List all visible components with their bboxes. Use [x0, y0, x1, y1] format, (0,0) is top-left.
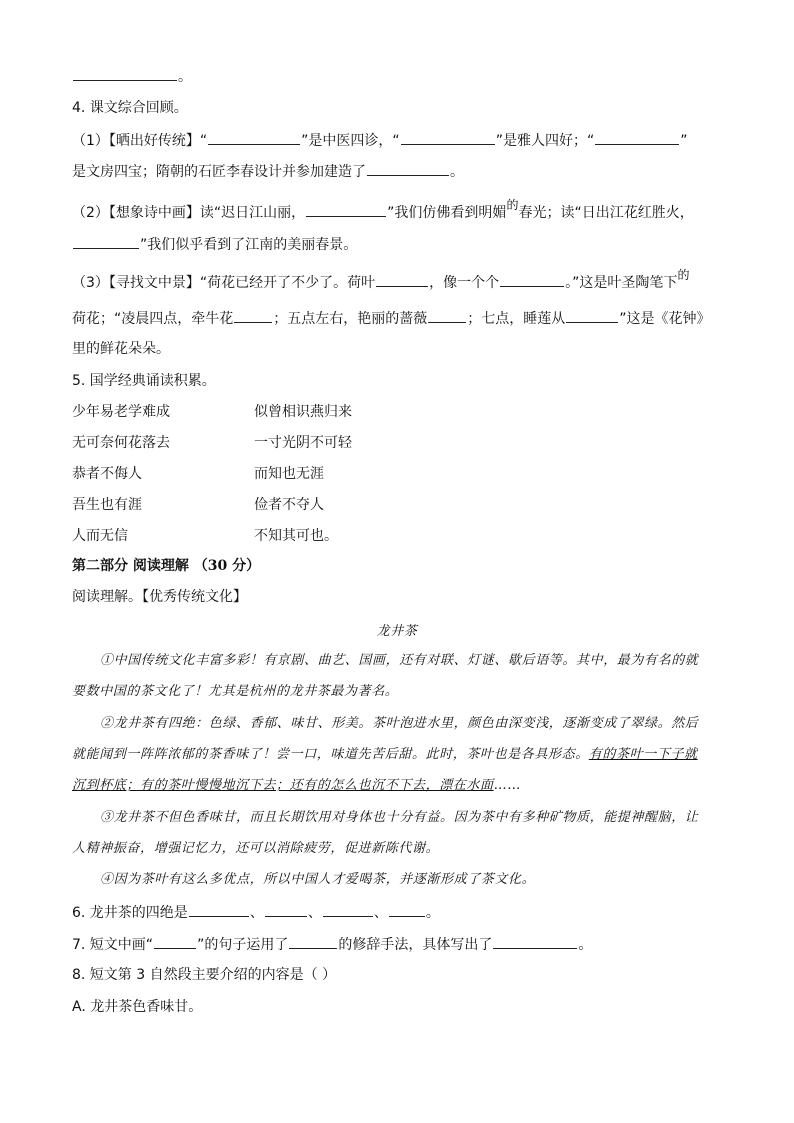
answer-blank[interactable] [389, 902, 425, 917]
passage-p2-line2: 就能闻到一阵阵浓郁的茶香味了！尝一口，味道先苦后甜。此时，茶叶也是各具形态。有的茶叶一下子就 [72, 747, 698, 762]
q6-line: 6. 龙井茶的四绝是 、 、 、 。 [72, 902, 440, 923]
answer-blank[interactable] [234, 308, 272, 323]
q5-title: 5. 国学经典诵读积累。 [72, 373, 216, 389]
q4-part2-line1: （2）【想象诗中画】读“迟日江山丽， ”我们仿佛看到明媚的春光；读“日出江花红胜火， [72, 198, 694, 221]
q8-option-a[interactable]: A. 龙井茶色香味甘。 [72, 999, 203, 1015]
q4-part3-line1: （3）【寻找文中景】“荷花已经开了不少了。荷叶 ，像一个个 。”这是叶圣陶笔下的 [72, 268, 690, 291]
q5-row [72, 495, 324, 515]
q4-part1-line2: 是文房四宝；隋朝的石匠李春设计并参加建造了 。 [72, 161, 464, 182]
q5-left-item[interactable]: 人而无信 [72, 528, 128, 544]
answer-blank[interactable] [73, 66, 177, 81]
part2-intro: 阅读理解。【优秀传统文化】 [72, 589, 247, 605]
passage-p1-line2: 要数中国的茶文化了！尤其是杭州的龙井茶最为著名。 [72, 684, 399, 699]
q5-row [72, 402, 352, 422]
answer-blank[interactable] [306, 202, 386, 217]
answer-blank[interactable] [73, 234, 139, 249]
answer-blank[interactable] [376, 272, 428, 287]
q5-right-item[interactable]: 不知其可也。 [254, 528, 338, 544]
answer-blank[interactable] [428, 308, 466, 323]
answer-blank[interactable] [500, 272, 564, 287]
q5-right-item[interactable]: 一寸光阴不可轻 [254, 435, 352, 451]
q5-right-item[interactable]: 似曾相识燕归来 [254, 404, 352, 420]
q7-line: 7. 短文中画“ ”的句子运用了 的修辞手法，具体写出了 。 [72, 934, 592, 955]
passage-p2-line1: ②龙井茶有四绝：色绿、香郁、味甘、形美。茶叶泡进水里，颜色由深变浅，逐渐变成了翠绿。然后 [100, 716, 699, 731]
q5-row [72, 526, 338, 546]
q5-row [72, 464, 324, 484]
q5-left-item[interactable]: 恭者不侮人 [72, 466, 142, 482]
passage-p3-line1: ③龙井茶不但色香味甘，而且长期饮用对身体也十分有益。因为茶中有多种矿物质，能提神醒脑，让 [100, 810, 699, 825]
answer-blank[interactable] [289, 934, 337, 949]
q5-left-item[interactable]: 吾生也有涯 [72, 497, 142, 513]
q5-right-item[interactable]: 而知也无涯 [254, 466, 324, 482]
answer-blank[interactable] [493, 934, 577, 949]
continuation-line: 。 [72, 66, 192, 87]
q4-part1-line1: （1）【晒出好传统】“ ”是中医四诊，“ ”是雅人四好；“ ” [72, 130, 687, 151]
q4-title: 4. 课文综合回顾。 [72, 100, 188, 116]
underlined-sentence: 沉到杯底；有的茶叶慢慢地沉下去；还有的怎么也沉不下去，漂在水面 [72, 778, 494, 793]
q8-question: 8. 短文第 3 自然段主要介绍的内容是（ ） [72, 967, 337, 983]
passage-p1-line1: ①中国传统文化丰富多彩！有京剧、曲艺、国画，还有对联、灯谜、歇后语等。其中，最为有名的就 [100, 653, 699, 668]
answer-blank[interactable] [595, 130, 679, 145]
q5-left-item[interactable]: 无可奈何花落去 [72, 435, 170, 451]
answer-blank[interactable] [189, 902, 249, 917]
answer-blank[interactable] [401, 130, 495, 145]
passage-p3-line2: 人精神振奋，增强记忆力，还可以消除疲劳，促进新陈代谢。 [72, 841, 440, 856]
part2-heading: 第二部分 阅读理解 （30 分） [72, 558, 261, 574]
answer-blank[interactable] [208, 130, 300, 145]
q4-part3-line3: 里的鲜花朵朵。 [72, 341, 170, 357]
answer-blank[interactable] [154, 934, 196, 949]
answer-blank[interactable] [367, 161, 449, 176]
q4-part2-line2: ”我们似乎看到了江南的美丽春景。 [72, 234, 357, 255]
answer-blank[interactable] [566, 308, 618, 323]
passage-p4-line1: ④因为茶叶有这么多优点，所以中国人才爱喝茶，并逐渐形成了茶文化。 [100, 872, 536, 887]
answer-blank[interactable] [323, 902, 373, 917]
q5-row [72, 433, 352, 453]
q5-right-item[interactable]: 俭者不夺人 [254, 497, 324, 513]
passage-title: 龙井茶 [376, 624, 418, 639]
answer-blank[interactable] [265, 902, 307, 917]
passage-p2-line3: 沉到杯底；有的茶叶慢慢地沉下去；还有的怎么也沉不下去，漂在水面…… [72, 778, 521, 793]
q4-part3-line2: 荷花；“凌晨四点，牵牛花 ；五点左右，艳丽的蔷薇 ；七点，睡莲从 ”这是《花钟》 [72, 308, 711, 329]
underlined-sentence: 有的茶叶一下子就 [588, 747, 698, 762]
q5-left-item[interactable]: 少年易老学难成 [72, 404, 170, 420]
